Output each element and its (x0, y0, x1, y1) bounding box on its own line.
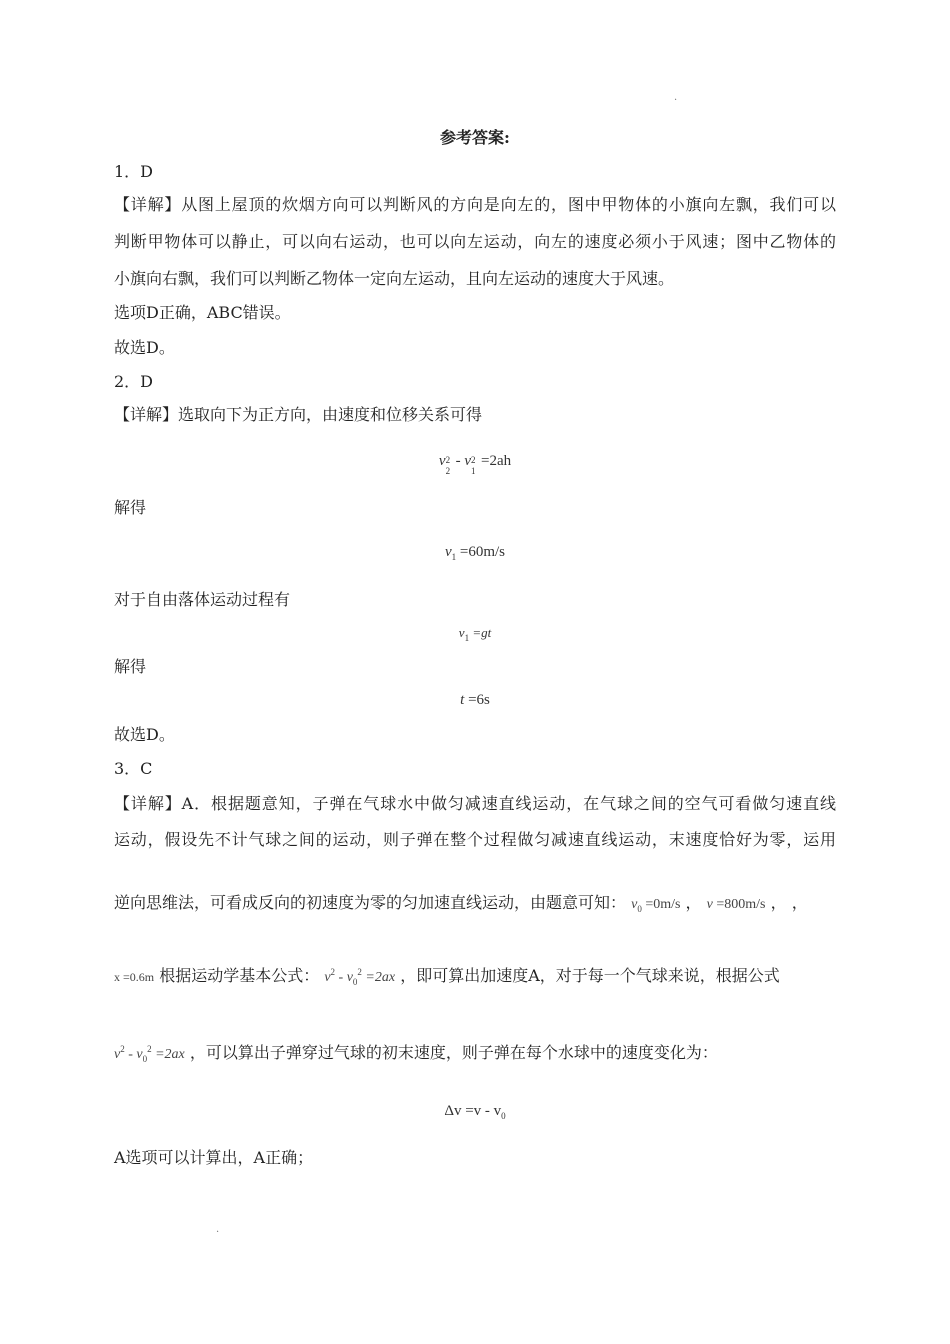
header-dot: . (674, 92, 678, 103)
q2-conclusion: 故选D。 (114, 725, 175, 744)
footer-dot: . (216, 1224, 220, 1235)
q3-detail-line-3-text: 逆向思维法，可看成反向的初速度为零的匀加速直线运动，由题意可知： (114, 893, 627, 912)
q2-eq2-rhs: =60m/s (459, 544, 506, 560)
page-title: 参考答案: (440, 128, 510, 147)
q3-detail-line-5 (114, 1043, 836, 1065)
q2-detail: 【详解】选取向下为正方向，由速度和位移关系可得 (114, 405, 483, 424)
q1-conclusion: 故选D。 (114, 338, 175, 357)
q3-x-value: x =0.6m (114, 970, 155, 984)
q2-freefall: 对于自由落体运动过程有 (114, 590, 291, 609)
q3-v0-expression: $v_0 =0m/s$ (631, 897, 681, 914)
q3-delta-eq: Δv =v - v (444, 1103, 502, 1119)
q2-solve-1: 解得 (114, 498, 147, 517)
q3-detail-line-3 (114, 893, 836, 915)
q3-delta-v-equation: $\Delta v =v - v_0$ (444, 1103, 506, 1121)
q3-detail-line-4-a: 根据运动学基本公式： (159, 966, 320, 985)
q3-detail-line-5-b: ，可以算出子弹穿过气球的初末速度，则子弹在每个水球中的速度变化为： (189, 1043, 718, 1062)
q3-kinematic-formula-1: $v^2 - v_0^2 =2ax$ (324, 967, 396, 987)
q3-v-value: =800m/s (716, 897, 766, 912)
q3-comma-2: ， (770, 893, 787, 912)
q3-detail-line-1: 【详解】A．根据题意知，子弹在气球水中做匀减速直线运动，在气球之间的空气可看做匀速直线 (114, 794, 836, 813)
q3-eq-2ax-2: =2ax (155, 1047, 185, 1062)
q3-eq-2ax-1: =2ax (365, 970, 396, 985)
q2-equation-4: t =6s (460, 692, 490, 708)
q1-number: 1．D (114, 162, 154, 181)
q1-detail-line-1: 【详解】从图上屋顶的炊烟方向可以判断风的方向是向左的，图中甲物体的小旗向左飘，我们可以 (114, 195, 836, 214)
q1-detail-line-3: 小旗向右飘，我们可以判断乙物体一定向左运动，且向左运动的速度大于风速。 (114, 269, 675, 288)
q3-v0-value: =0m/s (645, 897, 681, 912)
q3-comma-1: ， (685, 893, 702, 912)
q2-equation-1: v 2 2 - v 2 1 =2ah (438, 453, 512, 476)
q2-eq1-rhs: =2ah (480, 453, 512, 469)
q2-solve-2: 解得 (114, 657, 147, 676)
q3-v-expression: v =800m/s (706, 897, 766, 912)
q1-option: 选项D正确，ABC错误。 (114, 303, 291, 322)
q2-eq3-rhs: =gt (472, 625, 492, 640)
q3-kinematic-formula-2: $v^2 - v_0^2 =2ax$ (114, 1044, 185, 1064)
q2-equation-3: $v_1 =gt$ (458, 625, 492, 643)
q3-detail-line-2: 运动，假设先不计气球之间的运动，则子弹在整个过程做匀减速直线运动，末速度恰好为零，运用 (114, 830, 836, 849)
q2-equation-2: $v_1 =60m/s$ (444, 544, 506, 562)
q3-detail-line-4 (114, 966, 836, 988)
q3-detail-line-4-b: ，即可算出加速度A，对于每一个气球来说，根据公式 (400, 966, 780, 985)
q2-number: 2．D (114, 372, 154, 391)
q3-conclusion: A选项可以计算出，A正确； (114, 1148, 314, 1167)
q3-number: 3．C (114, 759, 153, 778)
q2-eq4-rhs: =6s (468, 692, 490, 708)
q1-detail-line-2: 判断甲物体可以静止，可以向右运动，也可以向左运动，向左的速度必须小于风速；图中乙物体的 (114, 232, 836, 251)
q3-comma-3: ， (791, 893, 808, 912)
